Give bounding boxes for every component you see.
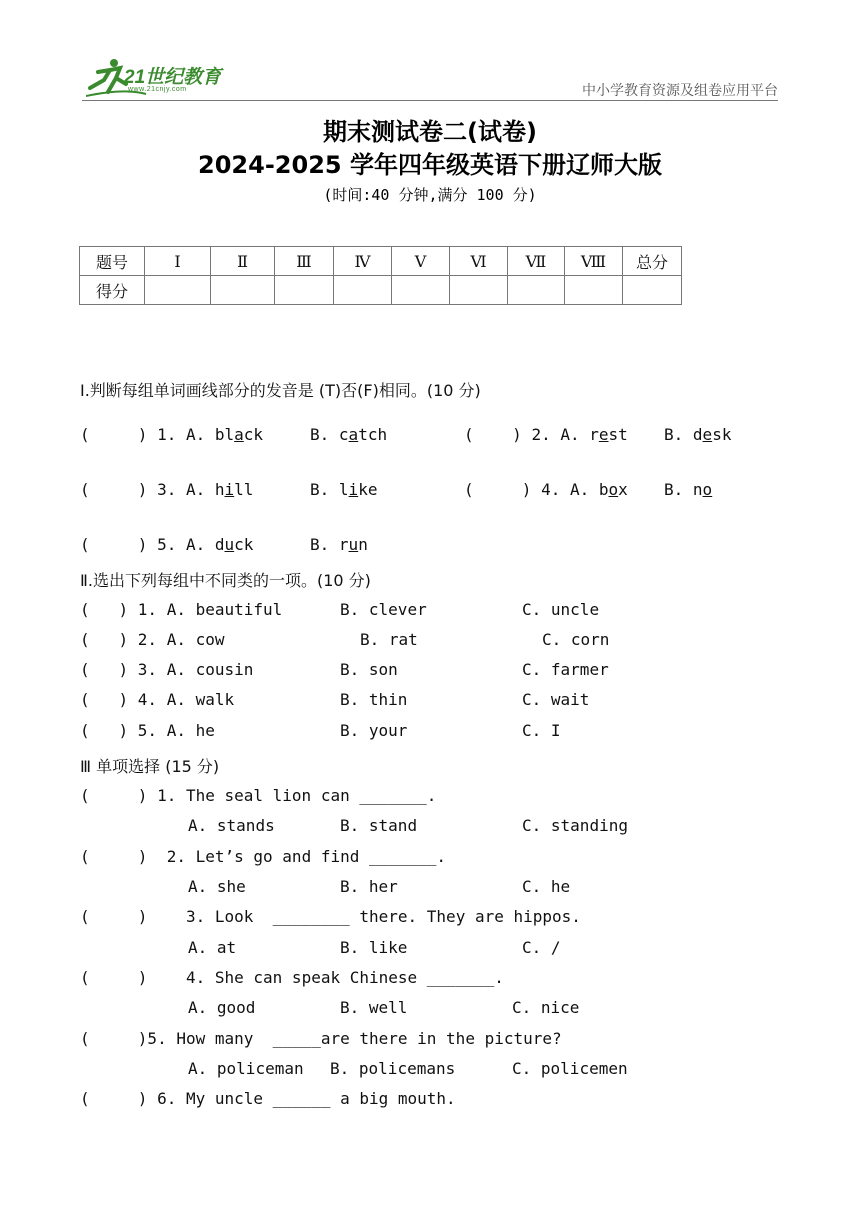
table-cell: 题号: [80, 247, 145, 276]
option-c: C. nice: [512, 998, 580, 1017]
option-b: B. son: [340, 660, 398, 679]
question-stem: ( ) 2. Let’s go and find _______.: [80, 847, 447, 866]
score-input-cell[interactable]: [334, 276, 392, 305]
header-divider: [82, 100, 778, 101]
section2-item: ( ) 1. A. beautiful: [80, 600, 283, 619]
option-a: A. at: [188, 938, 237, 957]
option-c: C. wait: [522, 690, 590, 709]
section1-item-b: B. like: [310, 480, 378, 499]
platform-label: 中小学教育资源及组卷应用平台: [582, 83, 778, 99]
table-cell: Ⅷ: [565, 247, 623, 276]
option-c: C. standing: [522, 816, 628, 835]
question-stem: ( )5. How many _____are there in the picture?: [80, 1029, 562, 1048]
score-input-cell[interactable]: [392, 276, 450, 305]
exam-subtitle: 2024-2025 学年四年级英语下册辽师大版: [198, 151, 662, 179]
score-table: [79, 246, 682, 305]
option-c: C. /: [522, 938, 561, 957]
score-input-cell[interactable]: [508, 276, 565, 305]
table-cell: 得分: [80, 276, 145, 305]
option-b: B. thin: [340, 690, 408, 709]
table-cell: 总分: [623, 247, 682, 276]
section3-heading: Ⅲ 单项选择 (15 分): [80, 757, 220, 776]
section2-item: ( ) 2. A. cow: [80, 630, 225, 649]
option-c: C. policemen: [512, 1059, 628, 1078]
question-stem: ( ) 3. Look ________ there. They are hippos.: [80, 907, 581, 926]
section1-item: ( ) 2. A. rest: [464, 425, 628, 444]
option-b: B. well: [340, 998, 408, 1017]
option-b: B. her: [340, 877, 398, 896]
table-cell: Ⅴ: [392, 247, 450, 276]
option-b: B. clever: [340, 600, 427, 619]
exam-title: 期末测试卷二(试卷): [323, 118, 537, 146]
option-c: C. uncle: [522, 600, 600, 619]
section2-item: ( ) 3. A. cousin: [80, 660, 254, 679]
score-table-header-row: [80, 247, 682, 276]
option-c: C. farmer: [522, 660, 609, 679]
option-b: B. your: [340, 721, 408, 740]
table-cell: Ⅵ: [450, 247, 508, 276]
table-cell: Ⅳ: [334, 247, 392, 276]
table-cell: Ⅲ: [275, 247, 334, 276]
option-b: B. policemans: [330, 1059, 456, 1078]
option-a: A. good: [188, 998, 256, 1017]
option-c: C. he: [522, 877, 571, 896]
score-input-cell[interactable]: [450, 276, 508, 305]
table-cell: Ⅶ: [508, 247, 565, 276]
option-c: C. corn: [542, 630, 610, 649]
section1-item-b: B. no: [664, 480, 713, 499]
exam-time-info: (时间:40 分钟,满分 100 分): [323, 186, 537, 204]
option-c: C. I: [522, 721, 561, 740]
table-cell: Ⅱ: [211, 247, 275, 276]
question-stem: ( ) 6. My uncle ______ a big mouth.: [80, 1089, 456, 1108]
score-input-cell[interactable]: [275, 276, 334, 305]
section1-item: ( ) 5. A. duck: [80, 535, 254, 554]
score-input-cell[interactable]: [211, 276, 275, 305]
score-input-cell[interactable]: [565, 276, 623, 305]
section2-item: ( ) 4. A. walk: [80, 690, 235, 709]
score-input-cell[interactable]: [145, 276, 211, 305]
section1-item-b: B. desk: [664, 425, 732, 444]
section2-item: ( ) 5. A. he: [80, 721, 215, 740]
section1-item: ( ) 1. A. black: [80, 425, 264, 444]
option-a: A. policeman: [188, 1059, 304, 1078]
option-b: B. stand: [340, 816, 418, 835]
section1-item: ( ) 3. A. hill: [80, 480, 254, 499]
table-cell: Ⅰ: [145, 247, 211, 276]
section1-item-b: B. catch: [310, 425, 388, 444]
logo-text: 21世纪教育: [124, 67, 222, 88]
section1-item-b: B. run: [310, 535, 368, 554]
question-stem: ( ) 1. The seal lion can _______.: [80, 786, 437, 805]
section1-item: ( ) 4. A. box: [464, 480, 628, 499]
score-table-score-row: [80, 276, 682, 305]
option-b: B. like: [340, 938, 408, 957]
option-a: A. she: [188, 877, 246, 896]
logo-url: www.21cnjy.com: [128, 86, 187, 93]
section2-heading: Ⅱ.选出下列每组中不同类的一项。(10 分): [80, 571, 371, 590]
option-b: B. rat: [360, 630, 418, 649]
score-input-cell[interactable]: [623, 276, 682, 305]
option-a: A. stands: [188, 816, 275, 835]
question-stem: ( ) 4. She can speak Chinese _______.: [80, 968, 504, 987]
section1-heading: Ⅰ.判断每组单词画线部分的发音是 (T)否(F)相同。(10 分): [80, 381, 481, 400]
